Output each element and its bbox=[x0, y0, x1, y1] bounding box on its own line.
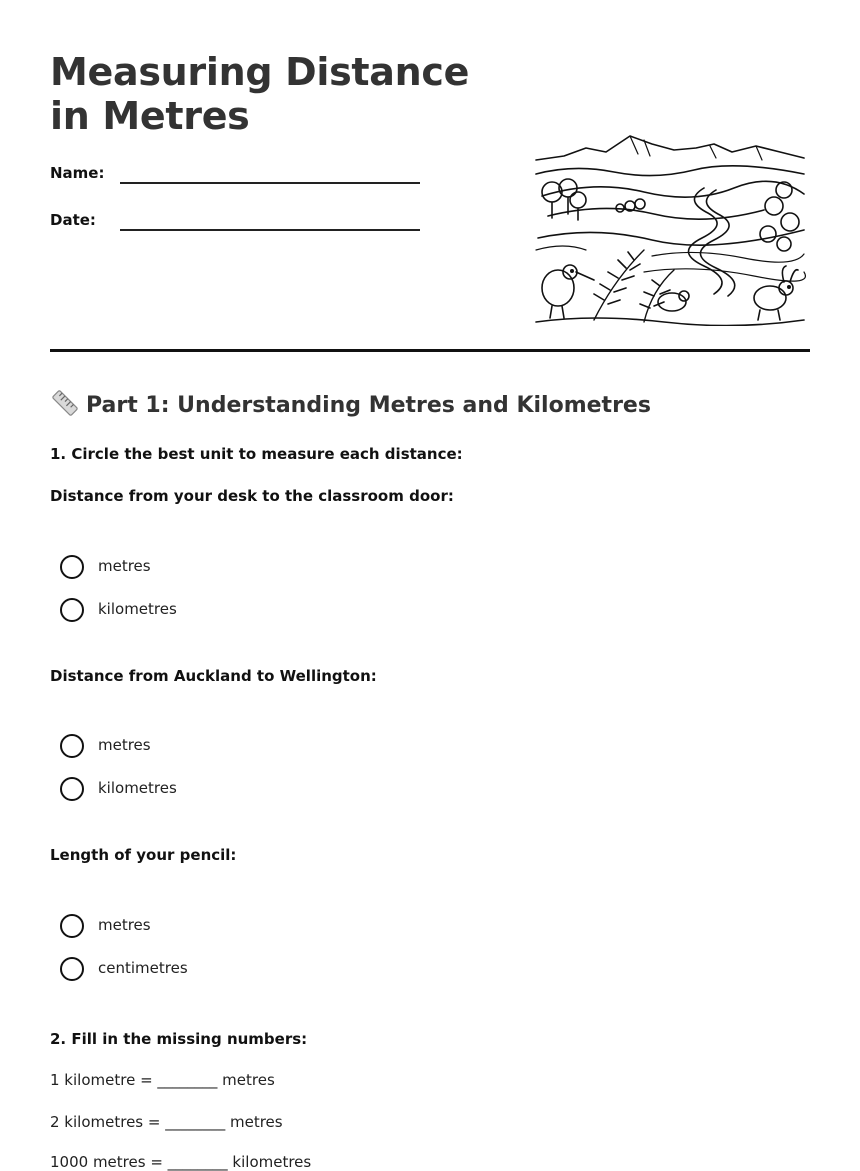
option-label: metres bbox=[98, 916, 151, 934]
radio-circle[interactable] bbox=[60, 914, 84, 938]
name-field bbox=[50, 164, 420, 188]
part1-heading-text: Part 1: Understanding Metres and Kilometres bbox=[86, 393, 651, 418]
option-label: metres bbox=[98, 736, 151, 754]
radio-circle[interactable] bbox=[60, 957, 84, 981]
radio-circle[interactable] bbox=[60, 555, 84, 579]
date-field bbox=[50, 211, 420, 235]
fill-in-line[interactable]: 1000 metres = ________ kilometres bbox=[50, 1153, 312, 1171]
name-input-line[interactable] bbox=[120, 182, 420, 184]
q2-instruction: 2. Fill in the missing numbers: bbox=[50, 1030, 308, 1048]
ruler-icon bbox=[50, 388, 80, 418]
q1-instruction: 1. Circle the best unit to measure each distance: bbox=[50, 445, 463, 463]
option-label: centimetres bbox=[98, 959, 188, 977]
date-label: Date: bbox=[50, 211, 96, 229]
q1-item-prompt: Length of your pencil: bbox=[50, 846, 237, 864]
fill-in-line[interactable]: 1 kilometre = ________ metres bbox=[50, 1071, 275, 1089]
radio-circle[interactable] bbox=[60, 777, 84, 801]
landscape-illustration bbox=[534, 130, 806, 326]
radio-circle[interactable] bbox=[60, 598, 84, 622]
option-label: kilometres bbox=[98, 779, 177, 797]
fill-in-line[interactable]: 2 kilometres = ________ metres bbox=[50, 1113, 283, 1131]
option-label: metres bbox=[98, 557, 151, 575]
name-label: Name: bbox=[50, 164, 105, 182]
q1-item-prompt: Distance from your desk to the classroom door: bbox=[50, 487, 454, 505]
option-label: kilometres bbox=[98, 600, 177, 618]
page-title: Measuring Distance in Metres bbox=[50, 50, 470, 138]
part1-heading bbox=[50, 388, 651, 418]
date-input-line[interactable] bbox=[120, 229, 420, 231]
q1-item-prompt: Distance from Auckland to Wellington: bbox=[50, 667, 377, 685]
radio-circle[interactable] bbox=[60, 734, 84, 758]
header-divider bbox=[50, 349, 810, 352]
worksheet-page bbox=[50, 0, 810, 1171]
